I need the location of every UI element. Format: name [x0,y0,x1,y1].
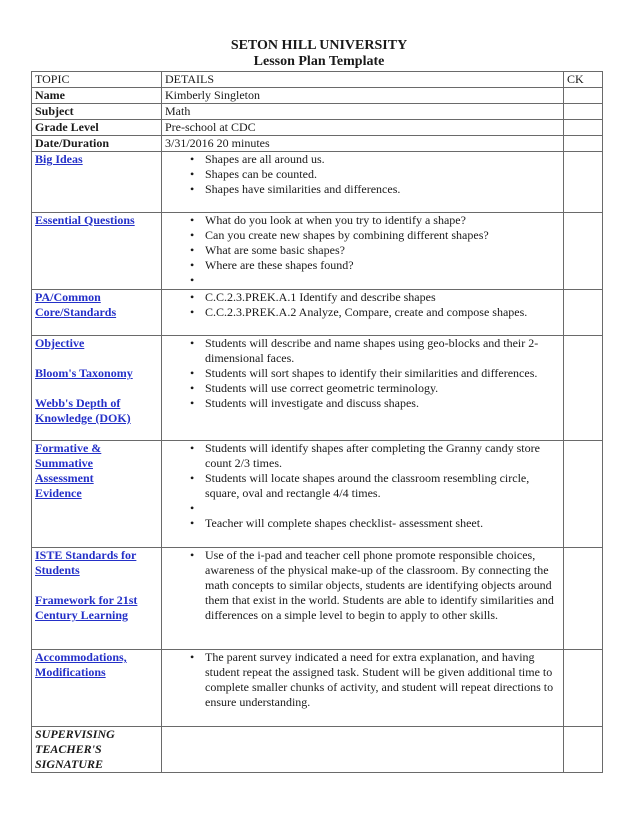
ck-cell [564,136,603,152]
link-iste-line1[interactable]: ISTE Standards for [35,548,137,562]
row-grade-level [32,120,603,136]
list-item: • Shapes are all around us. [205,152,560,167]
row-accommodations [32,650,603,727]
ck-cell [564,290,603,336]
objective-list [165,336,560,411]
header-topic: TOPIC [32,72,162,88]
value-subject: Math [162,104,564,120]
row-date-duration [32,136,603,152]
list-item: • Students will identify shapes after completing the Granny candy store count 2/3 times. [205,441,560,471]
list-item: • Teacher will complete shapes checklist- assessment sheet. [205,516,560,531]
row-name [32,88,603,104]
link-objective[interactable]: Objective [35,336,85,350]
label-grade-level: Grade Level [32,120,162,136]
lesson-plan-table [31,71,603,773]
link-formative[interactable]: Formative & [35,441,102,455]
accommodations-list [165,650,560,710]
link-framework-line1[interactable]: Framework for 21st [35,593,138,607]
link-big-ideas[interactable]: Big Ideas [35,152,83,166]
ck-cell [564,213,603,290]
link-pa-common[interactable]: PA/Common [35,290,101,304]
value-name: Kimberly Singleton [162,88,564,104]
list-item: • Shapes can be counted. [205,167,560,182]
link-webbs-dok-line1[interactable]: Webb's Depth of [35,396,121,410]
list-item: • C.C.2.3.PREK.A.2 Analyze, Compare, create and compose shapes. [205,305,560,320]
row-signature [32,727,603,773]
link-core-standards[interactable]: Core/Standards [35,305,117,319]
row-essential-questions [32,213,603,290]
list-item: • Shapes have similarities and differences. [205,182,560,197]
link-framework-line2[interactable]: Century Learning [35,608,128,622]
essential-questions-list [165,213,560,288]
row-subject [32,104,603,120]
list-item: • Students will locate shapes around the classroom resembling circle, square, oval and rectangle 4/4 times. [205,471,560,501]
link-webbs-dok-line2[interactable]: Knowledge (DOK) [35,411,131,425]
row-assessment [32,441,603,548]
iste-list [165,548,560,623]
signature-field[interactable] [162,727,564,773]
label-subject: Subject [32,104,162,120]
list-item: • What do you look at when you try to identify a shape? [205,213,560,228]
list-item: • Students will sort shapes to identify their similarities and differences. [205,366,560,381]
link-assessment[interactable]: Assessment [35,471,94,485]
list-item: • The parent survey indicated a need for extra explanation, and having student repeat the assigned task. Student will be given additional time to complete smaller chunks of activity, and student will repeat directions to ensure understanding. [205,650,560,710]
list-item: • Students will investigate and discuss shapes. [205,396,560,411]
link-accommodations[interactable]: Accommodations, [35,650,127,664]
link-blooms-taxonomy[interactable]: Bloom's Taxonomy [35,366,133,380]
list-item: • Can you create new shapes by combining different shapes? [205,228,560,243]
list-item: • What are some basic shapes? [205,243,560,258]
standards-list [165,290,560,320]
big-ideas-list [165,152,560,197]
assessment-list [165,441,560,531]
ck-cell [564,120,603,136]
value-grade-level: Pre-school at CDC [162,120,564,136]
ck-cell [564,88,603,104]
signature-label-line1: SUPERVISING [35,727,115,741]
link-iste-line2[interactable]: Students [35,563,80,577]
signature-label-line2: TEACHER'S [35,742,102,756]
list-item-empty [205,501,560,516]
ck-cell [564,727,603,773]
ck-cell [564,336,603,441]
ck-cell [564,152,603,213]
signature-label-line3: SIGNATURE [35,757,104,771]
ck-cell [564,548,603,650]
university-title: SETON HILL UNIVERSITY [230,38,408,53]
list-item-empty [205,273,560,288]
label-date-duration: Date/Duration [32,136,162,152]
list-item: • Where are these shapes found? [205,258,560,273]
ck-cell [564,441,603,548]
link-evidence[interactable]: Evidence [35,486,82,500]
list-item: • Students will use correct geometric terminology. [205,381,560,396]
table-header-row [32,72,603,88]
list-item: • C.C.2.3.PREK.A.1 Identify and describe shapes [205,290,560,305]
ck-cell [564,650,603,727]
label-name: Name [32,88,162,104]
row-iste [32,548,603,650]
document-title: Lesson Plan Template [253,54,385,69]
row-standards [32,290,603,336]
link-essential-questions[interactable]: Essential Questions [35,213,135,227]
ck-cell [564,104,603,120]
value-date-duration: 3/31/2016 20 minutes [162,136,564,152]
row-big-ideas [32,152,603,213]
list-item: • Students will describe and name shapes using geo-blocks and their 2-dimensional faces. [205,336,560,366]
header-details: DETAILS [162,72,564,88]
row-objective [32,336,603,441]
list-item: • Use of the i-pad and teacher cell phone promote responsible choices, awareness of the physical make-up of the classroom. By connecting the math concepts to similar objects, students are identifying objects around them that exist in the world. Students are able to identify similarities and differences on a simple level to begin to apply to other skills. [205,548,560,623]
header-ck: CK [564,72,603,88]
link-summative[interactable]: Summative [35,456,93,470]
link-modifications[interactable]: Modifications [35,665,106,679]
